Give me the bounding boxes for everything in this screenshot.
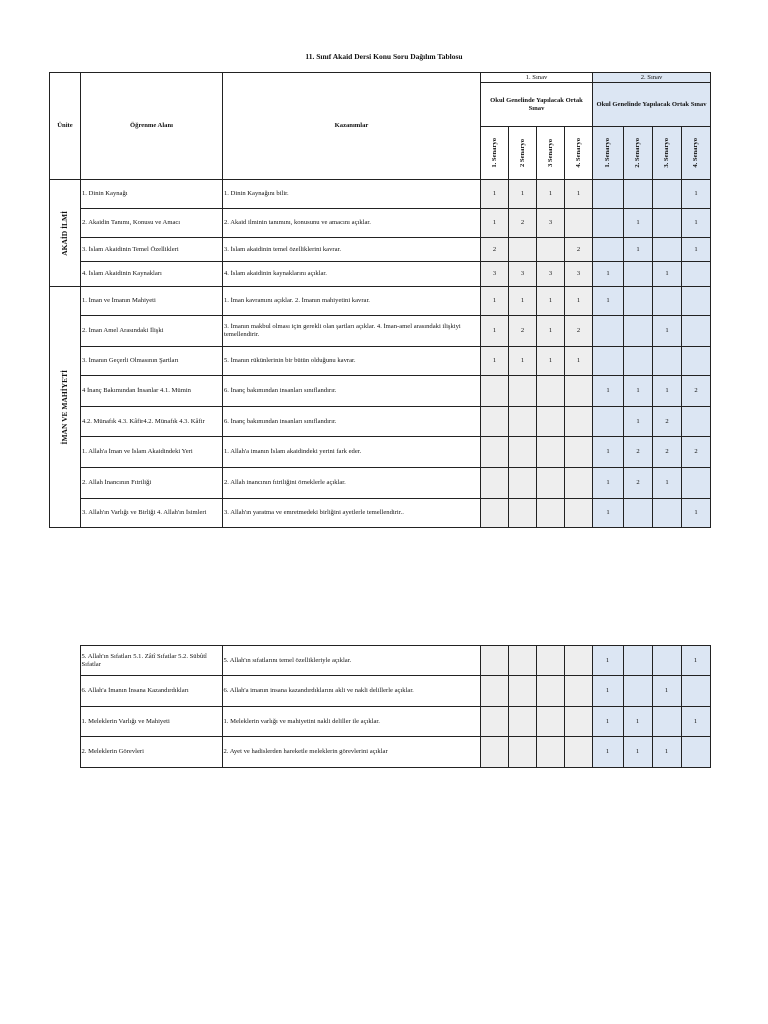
question-count-cell: 2 <box>509 316 537 347</box>
learning-area-cell: 2. Meleklerin Görevleri <box>80 737 222 768</box>
question-count-cell <box>652 707 681 737</box>
header-senaryo-label: 3. Senaryo <box>663 138 671 168</box>
question-count-cell <box>653 180 682 209</box>
question-count-cell: 3 <box>481 262 509 287</box>
header-senaryo-label: 2 Senaryo <box>518 138 526 168</box>
table-row <box>50 316 711 347</box>
header-ogrenme-alani: Öğrenme Alanı <box>81 73 223 180</box>
question-count-cell <box>624 287 653 316</box>
table-row <box>50 376 711 407</box>
question-count-cell: 1 <box>681 646 710 676</box>
question-count-cell <box>481 437 509 468</box>
header-senaryo-label: 4. Senaryo <box>692 138 700 168</box>
question-count-cell: 1 <box>592 707 623 737</box>
question-count-cell: 2 <box>481 238 509 262</box>
question-count-cell: 2 <box>565 316 593 347</box>
question-count-cell <box>509 238 537 262</box>
question-count-cell <box>653 499 682 528</box>
question-count-cell: 1 <box>593 499 624 528</box>
outcome-cell: 6. İnanç bakımından insanları sınıflandırır. <box>223 407 481 437</box>
question-count-cell <box>565 468 593 499</box>
question-count-cell <box>564 676 592 707</box>
question-count-cell <box>565 376 593 407</box>
header-okul-ortak-sinav-2: Okul Genelinde Yapılacak Ortak Sınav <box>593 83 711 127</box>
outcome-cell: 1. Allah'a imanın İslam akaidindeki yerini fark eder. <box>223 437 481 468</box>
question-count-cell <box>681 676 710 707</box>
question-count-cell <box>653 287 682 316</box>
outcome-cell: 3. Allah'ın yaratma ve emretmedeki birliğini ayetlerle temellendirir.. <box>223 499 481 528</box>
question-count-cell <box>624 499 653 528</box>
question-count-cell <box>480 676 508 707</box>
question-count-cell <box>480 646 508 676</box>
question-count-cell: 1 <box>652 676 681 707</box>
question-count-cell <box>653 209 682 238</box>
question-count-cell: 1 <box>652 737 681 768</box>
learning-area-cell: 5. Allah'ın Sıfatları 5.1. Zâtî Sıfatlar 5.2. Sübûtî Sıfatlar <box>80 646 222 676</box>
outcome-cell: 2. Akaid ilminin tanımını, konusunu ve amacını açıklar. <box>223 209 481 238</box>
question-count-cell <box>624 316 653 347</box>
question-count-cell: 1 <box>509 180 537 209</box>
outcome-cell: 6. Allah'a imanın insana kazandırdıklarını akli ve nakli delillerle açıklar. <box>222 676 480 707</box>
table-row <box>50 180 711 209</box>
question-count-cell <box>481 499 509 528</box>
learning-area-cell: 3. İslam Akaidinin Temel Özellikleri <box>81 238 223 262</box>
question-count-cell: 1 <box>682 499 711 528</box>
learning-area-cell: 4. İslam Akaidinin Kaynakları <box>81 262 223 287</box>
question-count-cell: 1 <box>681 707 710 737</box>
question-count-cell <box>682 407 711 437</box>
question-count-cell <box>593 316 624 347</box>
table-row <box>50 238 711 262</box>
question-count-cell: 2 <box>653 407 682 437</box>
question-count-cell: 1 <box>565 347 593 376</box>
question-count-cell: 1 <box>653 316 682 347</box>
question-count-cell <box>565 407 593 437</box>
question-count-cell: 2 <box>624 468 653 499</box>
question-count-cell: 1 <box>653 376 682 407</box>
table-row <box>50 347 711 376</box>
outcome-cell: 5. İmanın rükünlerinin bir bütün olduğunu kavrar. <box>223 347 481 376</box>
header-senaryo <box>481 127 509 180</box>
table-row <box>49 646 710 676</box>
question-count-cell <box>593 407 624 437</box>
question-count-cell: 1 <box>481 209 509 238</box>
question-count-cell: 1 <box>537 287 565 316</box>
question-count-cell <box>536 676 564 707</box>
question-count-cell: 2 <box>682 376 711 407</box>
header-senaryo-label: 4. Senaryo <box>574 138 582 168</box>
question-count-cell: 1 <box>593 376 624 407</box>
learning-area-cell: 1. Dinin Kaynağı <box>81 180 223 209</box>
table-row <box>50 287 711 316</box>
question-count-cell <box>682 347 711 376</box>
learning-area-cell: 2. Akaidin Tanımı, Konusu ve Amacı <box>81 209 223 238</box>
question-count-cell: 1 <box>592 646 623 676</box>
header-senaryo-label: 1. Senaryo <box>604 138 612 168</box>
header-okul-ortak-sinav-1: Okul Genelinde Yapılacak Ortak Sınav <box>481 83 593 127</box>
question-count-cell <box>565 437 593 468</box>
question-count-cell <box>509 468 537 499</box>
question-count-cell: 2 <box>682 437 711 468</box>
learning-area-cell: 3. Allah'ın Varlığı ve Birliği 4. Allah'ın İsimleri <box>81 499 223 528</box>
header-senaryo <box>509 127 537 180</box>
header-sinav-2: 2. Sınav <box>593 73 711 83</box>
question-count-cell <box>508 707 536 737</box>
table-row <box>50 407 711 437</box>
question-count-cell <box>536 707 564 737</box>
question-count-cell: 1 <box>481 180 509 209</box>
question-count-cell: 1 <box>537 347 565 376</box>
unit-label: İMAN VE MAHİYETİ <box>59 369 69 445</box>
header-sinav-1: 1. Sınav <box>481 73 593 83</box>
learning-area-cell: 1. Meleklerin Varlığı ve Mahiyeti <box>80 707 222 737</box>
question-count-cell <box>537 238 565 262</box>
question-count-cell: 1 <box>509 347 537 376</box>
question-count-cell: 1 <box>537 316 565 347</box>
header-senaryo <box>624 127 653 180</box>
header-senaryo-label: 1. Senaryo <box>490 138 498 168</box>
question-count-cell <box>508 676 536 707</box>
question-count-cell: 1 <box>624 407 653 437</box>
question-count-cell: 1 <box>565 180 593 209</box>
unit-cell <box>49 646 80 768</box>
question-count-cell: 1 <box>653 262 682 287</box>
question-count-cell <box>565 209 593 238</box>
table-row <box>50 437 711 468</box>
outcome-cell: 5. Allah'ın sıfatlarını temel özellikleriyle açıklar. <box>222 646 480 676</box>
unit-cell <box>50 180 81 287</box>
question-count-cell <box>593 209 624 238</box>
question-count-cell <box>508 646 536 676</box>
question-count-cell <box>481 407 509 437</box>
learning-area-cell: 6. Allah'a İmanın İnsana Kazandırdıkları <box>80 676 222 707</box>
question-count-cell <box>508 737 536 768</box>
question-count-cell <box>536 737 564 768</box>
question-count-cell <box>624 180 653 209</box>
question-count-cell: 1 <box>537 180 565 209</box>
header-senaryo <box>565 127 593 180</box>
question-count-cell <box>537 376 565 407</box>
question-count-cell <box>509 376 537 407</box>
outcome-cell: 4. İslam akaidinin kaynaklarını açıklar. <box>223 262 481 287</box>
question-count-cell: 2 <box>565 238 593 262</box>
question-count-cell <box>623 676 652 707</box>
question-count-cell <box>681 737 710 768</box>
question-count-cell: 1 <box>592 676 623 707</box>
table-row <box>50 262 711 287</box>
question-count-cell <box>682 316 711 347</box>
question-count-cell: 1 <box>593 437 624 468</box>
question-count-cell <box>565 499 593 528</box>
question-count-cell <box>624 347 653 376</box>
distribution-table-page-2 <box>49 645 711 768</box>
question-count-cell <box>624 262 653 287</box>
question-count-cell <box>593 238 624 262</box>
learning-area-cell: 4 İnanç Bakımından İnsanlar 4.1. Mümin <box>81 376 223 407</box>
question-count-cell: 1 <box>682 180 711 209</box>
header-senaryo <box>593 127 624 180</box>
question-count-cell: 1 <box>509 287 537 316</box>
learning-area-cell: 2. İman Amel Arasındaki İlişki <box>81 316 223 347</box>
question-count-cell <box>537 407 565 437</box>
question-count-cell: 1 <box>623 707 652 737</box>
question-count-cell <box>564 737 592 768</box>
header-senaryo <box>682 127 711 180</box>
question-count-cell <box>682 468 711 499</box>
outcome-cell: 2. Ayet ve hadislerden hareketle meleklerin görevlerini açıklar <box>222 737 480 768</box>
question-count-cell: 3 <box>509 262 537 287</box>
question-count-cell: 3 <box>537 209 565 238</box>
learning-area-cell: 3. İmanın Geçerli Olmasının Şartları <box>81 347 223 376</box>
question-count-cell <box>537 499 565 528</box>
question-count-cell <box>593 180 624 209</box>
question-count-cell: 3 <box>565 262 593 287</box>
question-count-cell <box>652 646 681 676</box>
question-count-cell <box>537 437 565 468</box>
question-count-cell: 3 <box>537 262 565 287</box>
learning-area-cell: 1. İman ve İmanın Mahiyeti <box>81 287 223 316</box>
question-count-cell <box>653 238 682 262</box>
question-count-cell: 1 <box>481 347 509 376</box>
question-count-cell <box>509 499 537 528</box>
question-count-cell <box>537 468 565 499</box>
question-count-cell <box>564 646 592 676</box>
outcome-cell: 1. Dinin Kaynağını bilir. <box>223 180 481 209</box>
header-senaryo <box>653 127 682 180</box>
question-count-cell <box>682 287 711 316</box>
question-count-cell: 2 <box>653 437 682 468</box>
header-senaryo-label: 2. Senaryo <box>634 138 642 168</box>
question-count-cell <box>564 707 592 737</box>
question-count-cell <box>509 407 537 437</box>
header-unite: Ünite <box>50 73 81 180</box>
outcome-cell: 3. İmanın makbul olması için gerekli olan şartları açıklar. 4. İman-amel arasındaki ilişkiyi temellendirir. <box>223 316 481 347</box>
outcome-cell: 2. Allah inancının fıtriliğini örneklerle açıklar. <box>223 468 481 499</box>
distribution-table-page-1 <box>49 72 711 528</box>
header-senaryo <box>537 127 565 180</box>
question-count-cell: 1 <box>592 737 623 768</box>
question-count-cell: 1 <box>682 209 711 238</box>
question-count-cell: 2 <box>509 209 537 238</box>
question-count-cell <box>623 646 652 676</box>
question-count-cell: 1 <box>624 376 653 407</box>
question-count-cell <box>480 707 508 737</box>
question-count-cell: 1 <box>565 287 593 316</box>
learning-area-cell: 1. Allah'a İman ve İslam Akaidindeki Yeri <box>81 437 223 468</box>
question-count-cell: 1 <box>593 287 624 316</box>
question-count-cell: 2 <box>624 437 653 468</box>
outcome-cell: 3. İslam akaidinin temel özelliklerini kavrar. <box>223 238 481 262</box>
table-row <box>50 209 711 238</box>
unit-cell <box>50 287 81 528</box>
question-count-cell <box>682 262 711 287</box>
question-count-cell: 1 <box>481 316 509 347</box>
question-count-cell <box>593 347 624 376</box>
table-row <box>50 468 711 499</box>
learning-area-cell: 4.2. Münafık 4.3. Kâfir4.2. Münafık 4.3. Kâfir <box>81 407 223 437</box>
question-count-cell <box>536 646 564 676</box>
question-count-cell: 1 <box>624 209 653 238</box>
document-title: 11. Sınıf Akaid Dersi Konu Soru Dağılım Tablosu <box>305 52 463 61</box>
question-count-cell: 1 <box>653 468 682 499</box>
question-count-cell: 1 <box>624 238 653 262</box>
question-count-cell <box>481 468 509 499</box>
question-count-cell <box>480 737 508 768</box>
question-count-cell: 1 <box>481 287 509 316</box>
question-count-cell <box>509 437 537 468</box>
header-senaryo-label: 3 Senaryo <box>546 138 554 168</box>
question-count-cell: 1 <box>623 737 652 768</box>
table-row <box>50 499 711 528</box>
header-kazanimlar: Kazanımlar <box>223 73 481 180</box>
question-count-cell: 1 <box>682 238 711 262</box>
outcome-cell: 6. İnanç bakımından insanları sınıflandırır. <box>223 376 481 407</box>
outcome-cell: 1. İman kavramını açıklar. 2. İmanın mahiyetini kavrar. <box>223 287 481 316</box>
question-count-cell: 1 <box>593 262 624 287</box>
question-count-cell <box>653 347 682 376</box>
learning-area-cell: 2. Allah İnancının Fıtriliği <box>81 468 223 499</box>
question-count-cell: 1 <box>593 468 624 499</box>
table-row <box>49 707 710 737</box>
table-row <box>49 737 710 768</box>
outcome-cell: 1. Meleklerin varlığı ve mahiyetini nakli deliller ile açıklar. <box>222 707 480 737</box>
unit-label: AKAİD İLMİ <box>59 210 69 256</box>
table-row <box>49 676 710 707</box>
question-count-cell <box>481 376 509 407</box>
